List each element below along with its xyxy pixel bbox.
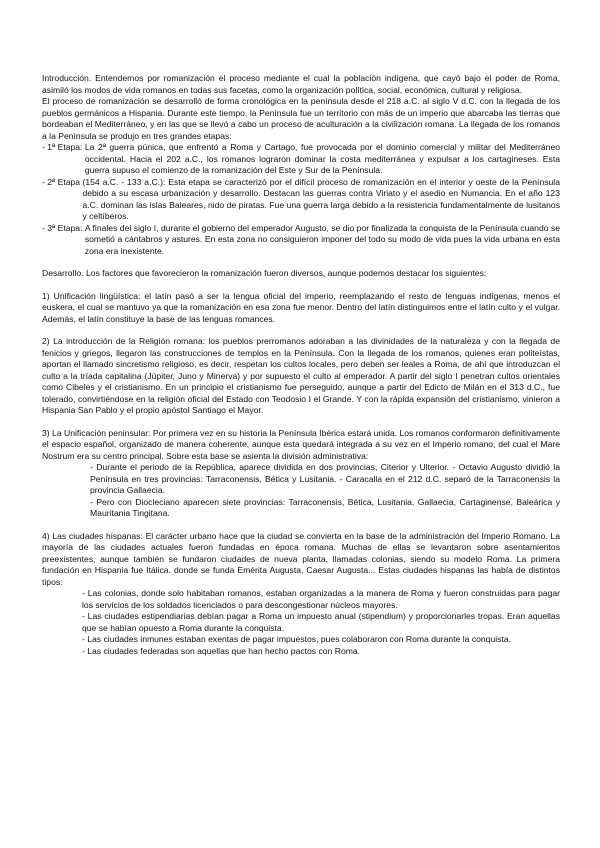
etapa-3 (42, 223, 560, 258)
intro-process-paragraph: El proceso de romanización se desarrolló de forma cronológica en la península desde el 218 a.C. al siglo V d.C. con la llegada de los pueblos germánicos a Hispania. Durante este tiempo, la Península fue un territorio con más de un imperio que abarcaba las tierras que bordeaban el Mediterráneo, y en las que se llevó a cabo un proceso de aculturación a la civilización romana. La llegada de los romanos a la Península se produjo en tres grandes etapas: (42, 96, 560, 141)
list-item: - Las ciudades federadas son aquellas que han hecho pactos con Roma. (82, 645, 361, 656)
etapa-1 (42, 142, 560, 177)
list-item: - Las colonias, donde solo habitaban romanos, estaban organizadas a la manera de Roma y fueron construidas para pagar los servicios de los soldados licenciados o para descongestionar núcleos mayores. (82, 588, 560, 610)
list-item: - Durante el periodo de la República, aparece dividida en dos provincias, Citerior y Ulterior. - Octavio Augusto dividió la Península en tres provincias: Tarraconensis, Bética y Lusitania. - Caracalla en el 212 d.C. separó de la Tarraconensis la provincia Gallaecia. (90, 462, 560, 495)
factor-religion: 2) La introducción de la Religión romana: los pueblos prerromanos adoraban a las divinidades de la naturaleza y con la llegada de fenicios y griegos, llegaron las construcciones de templos en la Península. Con la llegada de los romanos, quienes eran politeístas, aportan el llamado sincretismo religioso, es decir, respetan los cultos locales, pero deben ser leales a Roma, de ahí que introduzcan el culto a la tríada capitalina (Júpiter, Juno y Minerva) y por supuesto el culto al emperador. A partir del siglo I penetran cultos orientales como Cibeles y el cristianismo. En un principio el cristianismo fue perseguido, aunque a partir del Edicto de Milán en el 313 d.C., fue tolerado, convirtiéndose en la religión oficial del Estado con Teodosio I el Grande. Y con la rápida expansión del cristianismo, vinieron a Hispania San Pablo y el propio apóstol Santiago el Mayor. (42, 336, 560, 415)
document-page (42, 73, 560, 657)
list-item: - Las ciudades inmunes estaban exentas de pagar impuestos, pues colaboraron con Roma durante la conquista. (82, 634, 511, 644)
etapa-label: - 1ª Etapa: (42, 142, 85, 152)
etapa-text: (154 a.C. - 133 a.C.): Esta etapa se caracterizó por el difícil proceso de romanización en el interior y oeste de la Península debido a su escasa urbanización y desarrollo. Destacan las guerras contra Viriato y el asedio en Numancia. En el año 123 a.C. dominan las islas Baleares, nido de piratas. Fue una guerra larga debido a la resistencia fundamentalmente de lusitanos y celtíberos. (82, 176, 560, 221)
factor-unification: 3) La Unificación peninsular: Por primera vez en su historia la Península Ibérica estará unida. Los romanos conformaron definitivamente el espacio español, organizado de manera coherente, aunque esta quedará integrada a su vez en el Imperio romano, del cual el Mare Nostrum era su centro principal. Sobre esta base se asienta la división administrativa: (42, 427, 560, 461)
etapa-label: - 2ª Etapa (42, 176, 83, 187)
etapa-text: A finales del siglo I, durante el gobierno del emperador Augusto, se dio por finalizada la conquista de la Península cuando se sometió a cántabros y astures. En esta zona no consiguieron imponer del todo su modo de vida pues la vida urbana en esta zona era inexistente. (84, 222, 560, 256)
etapa-label: - 3ª Etapa: (42, 222, 85, 233)
list-item: - Pero con Diocleciano aparecen siete provincias: Tarraconensis, Bética, Lusitania, Gallaecia, Cartaginense, Baleárica y Mauritania Tingitana. (90, 496, 560, 518)
factor-linguistic: 1) Unificación lingüística: el latín pasó a ser la lengua oficial del imperio, reemplazando el resto de lenguas indígenas, menos el euskera, el cual se mantuvo ya que la romanización en esa zona fue menor. Dentro del latín distinguimos entre el latín culto y el vulgar. Además, el latín constituye la base de las lenguas romances. (42, 290, 560, 324)
list-item: - Las ciudades estipendiarias debían pagar a Roma un impuesto anual (stipendium) y proporcionarles tropas. Eran aquellas que se habían opuesto a Roma durante la conquista. (82, 611, 560, 633)
factor-cities: 4) Las ciudades hispanas: El carácter urbano hace que la ciudad se convierta en la base de la administración del Imperio Romano. La mayoría de las ciudades actuales fueron fundadas en época romana. Muchas de ellas se levantaron sobre asentamientos preexistentes, aunque también se fundaron ciudades de nueva planta, llamadas colonias, siendo su modelo Roma. La primera fundación en Hispania fue Itálica. donde se funda Emérita Augusta, Caesar Augusta... Estas ciudades hispanas las había de distintos tipos: (42, 530, 560, 587)
etapa-text: La 2ª guerra púnica, que enfrentó a Roma y Cartago, fue provocada por el dominio comercial y militar del Mediterráneo occidental. Hacia el 202 a.C., los romanos lograron dominar la costa mediterránea y expulsar a los cartagineses. Esta guerra supuso el comienzo de la romanización del Este y Sur de la Península. (84, 142, 560, 175)
etapa-2 (42, 177, 560, 223)
intro-paragraph: Introducción. Entendemos por romanización el proceso mediante el cual la población indígena, que cayó bajo el poder de Roma, asimiló los modos de vida romanos en todas sus facetas, como la organización política, social, económica, cultural y religiosa. (42, 73, 560, 95)
desarrollo-intro: Desarrollo. Los factores que favorecieron la romanización fueron diversos, aunque podemos destacar los siguientes: (42, 268, 487, 278)
